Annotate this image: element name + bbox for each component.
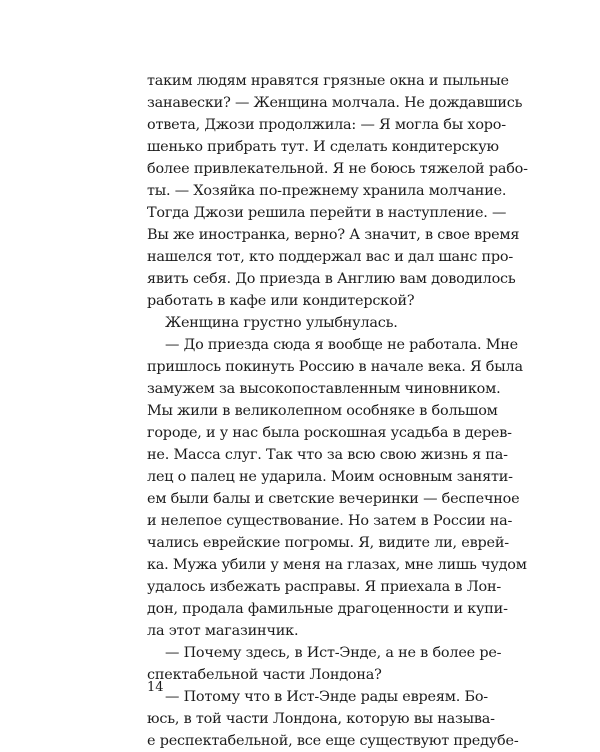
text-line: е респектабельной, все еще существуют предубе- xyxy=(147,733,519,749)
text-line: таким людям нравятся грязные окна и пыльные xyxy=(147,73,509,89)
text-line: занавески? — Женщина молчала. Не дождавшись xyxy=(147,95,523,111)
text-line: Тогда Джози решила перейти в наступление. — xyxy=(147,205,507,221)
text-line: и нелепое существование. Но затем в России на- xyxy=(147,513,513,529)
text-line: ка. Мужа убили у меня на глазах, мне лишь чудом xyxy=(147,557,527,573)
text-line: удалось избежать расправы. Я приехала в Лон- xyxy=(147,579,502,595)
text-line: пришлось покинуть Россию в начале века. Я была xyxy=(147,359,523,375)
page-number: 14 xyxy=(147,680,164,695)
text-line: Мы жили в великолепном особняке в большом xyxy=(147,403,498,419)
text-line: чались еврейские погромы. Я, видите ли, еврей- xyxy=(147,535,509,551)
text-line: юсь, в той части Лондона, которую вы называ- xyxy=(147,711,495,727)
text-line: дон, продала фамильные драгоценности и купи- xyxy=(147,601,508,617)
text-line: ем были балы и светские вечеринки — беспечное xyxy=(147,491,520,507)
text-line: замужем за высокопоставленным чиновником. xyxy=(147,381,501,397)
body-text xyxy=(147,70,528,752)
text-line: работать в кафе или кондитерской? xyxy=(147,293,415,309)
text-line: — До приезда сюда я вообще не работала. Мне xyxy=(165,337,518,353)
text-line: Женщина грустно улыбнулась. xyxy=(165,315,398,331)
text-line: ла этот магазинчик. xyxy=(147,623,299,639)
text-line: — Почему здесь, в Ист-Энде, а не в более ре- xyxy=(165,645,502,661)
text-line: — Потому что в Ист-Энде рады евреям. Бо- xyxy=(165,689,488,705)
text-line: нашелся тот, кто поддержал вас и дал шанс про- xyxy=(147,249,514,265)
text-line: явить себя. До приезда в Англию вам доводилось xyxy=(147,271,516,287)
text-line: не. Масса слуг. Так что за всю свою жизнь я па- xyxy=(147,447,508,463)
text-line: ты. — Хозяйка по-прежнему хранила молчание. xyxy=(147,183,507,199)
text-line: Вы же иностранка, верно? А значит, в свое время xyxy=(147,227,520,243)
text-line: лец о палец не ударила. Моим основным заняти- xyxy=(147,469,513,485)
text-line: шенько прибрать тут. И сделать кондитерскую xyxy=(147,139,499,155)
text-line: ответа, Джози продолжила: — Я могла бы хоро- xyxy=(147,117,506,133)
text-line: более привлекательной. Я не боюсь тяжелой рабо- xyxy=(147,161,528,177)
text-line: городе, и у нас была роскошная усадьба в дерев- xyxy=(147,425,512,441)
text-line: спектабельной части Лондона? xyxy=(147,667,382,683)
